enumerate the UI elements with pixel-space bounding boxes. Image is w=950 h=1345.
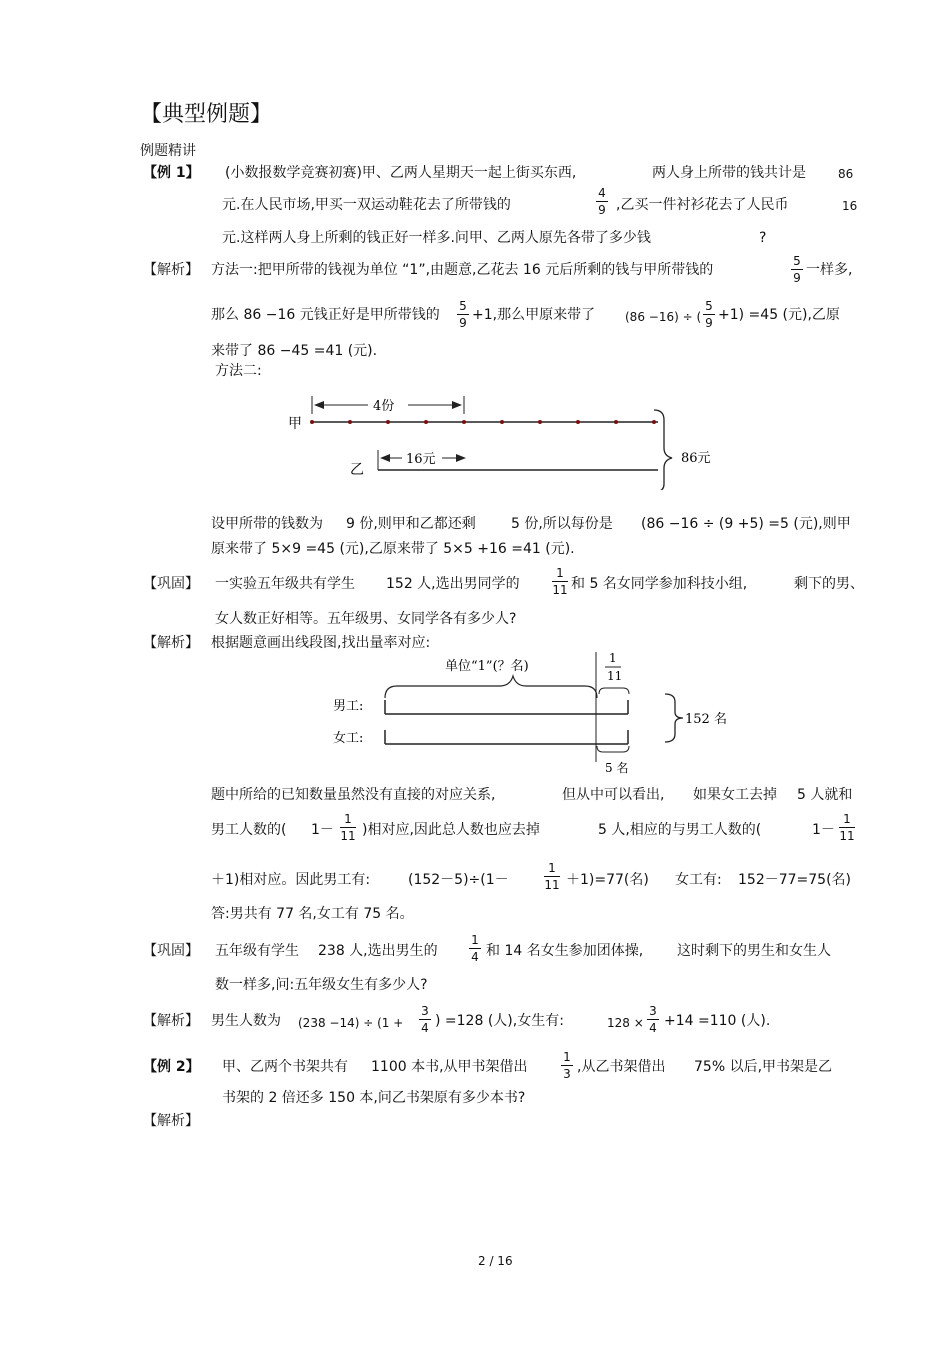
- solution-2-line1: 根据题意画出线段图,找出量率对应:: [211, 635, 431, 651]
- numerator: 3: [649, 1004, 657, 1018]
- fraction: [594, 186, 610, 217]
- denominator: 9: [705, 316, 713, 330]
- denominator: 4: [471, 950, 479, 964]
- solution-3-d: 128 ×: [607, 1016, 644, 1030]
- consolidation-1-line1c: 和 5 名女同学参加科技小组,: [571, 576, 748, 592]
- numerator: 1: [344, 812, 352, 826]
- fraction: [542, 861, 562, 892]
- denominator: 4: [421, 1021, 429, 1035]
- example-2-line1b: 1100 本书,从甲书架借出: [371, 1059, 528, 1075]
- solution-1-line4b: 9 份,则甲和乙都还剩: [346, 516, 476, 532]
- solution-3-e: +14 =110 (人).: [664, 1013, 771, 1029]
- solution-1-line4a: 设甲所带的钱数为: [211, 516, 323, 532]
- fraction: [559, 1050, 575, 1081]
- numerator: 1: [556, 566, 564, 580]
- consolidation-1-line1a: 一实验五年级共有学生: [215, 576, 355, 592]
- solution-1-line5: 原来带了 5×9 =45 (元),乙原来带了 5×5 +16 =41 (元).: [211, 541, 575, 557]
- yi-label: 乙: [350, 462, 364, 478]
- example-1-line1b: 两人身上所带的钱共计是: [652, 165, 806, 181]
- solution-2-line2a: 题中所给的已知数量虽然没有直接的对应关系,: [211, 787, 496, 803]
- solution-1-line3: 来带了 86 −45 =41 (元).: [211, 343, 378, 359]
- solution-1-line2: 那么 86 −16 元钱正好是甲所带钱的: [211, 307, 440, 323]
- five-people-label: 5 名: [605, 761, 629, 775]
- section-heading: 【典型例题】: [140, 102, 273, 127]
- consolidation-2-line1c: 和 14 名女生参加团体操,: [486, 943, 644, 959]
- solution-2-label: 【解析】: [143, 635, 199, 651]
- solution-3-b: (238 −14) ÷ (1 +: [298, 1016, 404, 1030]
- four-parts-label: 4份: [373, 399, 395, 414]
- example-1-amount: 86: [838, 167, 854, 181]
- solution-4-label: 【解析】: [143, 1113, 199, 1129]
- total-86-label: 86元: [681, 451, 711, 466]
- solution-2-line4c: ＋1)=77(名): [566, 872, 649, 888]
- numerator: 5: [793, 254, 801, 268]
- female-worker-label: 女工:: [333, 731, 364, 746]
- solution-1-label: 【解析】: [143, 262, 199, 278]
- numerator: 1: [843, 812, 851, 826]
- example-1-line2: 元.在人民市场,甲买一双运动鞋花去了所带钱的: [222, 197, 511, 213]
- denominator: 11: [340, 829, 356, 843]
- method-two-label: 方法二:: [215, 363, 262, 379]
- consolidation-1-label: 【巩固】: [143, 576, 199, 592]
- example-2-line2: 书架的 2 倍还多 150 本,问乙书架原有多少本书?: [222, 1090, 526, 1106]
- jia-label: 甲: [288, 416, 302, 432]
- sixteen-yuan-label: 16元: [406, 452, 436, 467]
- numerator: 1: [548, 861, 556, 875]
- solution-2-line3b: 1－: [311, 822, 334, 838]
- denominator: 11: [544, 878, 560, 892]
- numerator: 1: [563, 1050, 571, 1064]
- numerator: 3: [421, 1004, 429, 1018]
- numerator: 1: [471, 933, 479, 947]
- solution-2-line2d: 5 人就和: [797, 787, 853, 803]
- solution-3-a: 男生人数为: [211, 1013, 281, 1029]
- example-1-line1: (小数报数学竞赛初赛)甲、乙两人星期天一起上街买东西,: [225, 165, 577, 181]
- solution-2-line3e: 1－: [812, 822, 835, 838]
- fraction: [338, 812, 358, 843]
- denominator: 11: [552, 583, 568, 597]
- numerator: 5: [459, 299, 467, 313]
- solution-2-line4a: ＋1)相对应。因此男工有:: [211, 872, 371, 888]
- denominator: 9: [459, 316, 467, 330]
- male-worker-label: 男工:: [333, 699, 364, 714]
- example-2-line1a: 甲、乙两个书架共有: [222, 1059, 348, 1075]
- solution-2-line4b: (152－5)÷(1－: [408, 872, 509, 888]
- solution-2-line2b: 但从中可以看出,: [562, 787, 665, 803]
- frac-numerator-label: 1: [609, 651, 617, 665]
- solution-3-c: ) =128 (人),女生有:: [435, 1013, 564, 1029]
- solution-3-label: 【解析】: [143, 1013, 199, 1029]
- solution-1-line1: 方法一:把甲所带的钱视为单位 “1”,由题意,乙花去 16 元后所剩的钱与甲所带钱的: [211, 262, 714, 278]
- solution-2-answer: 答:男共有 77 名,女工有 75 名。: [211, 906, 414, 922]
- unit-one-label: 单位“1”(？名): [445, 659, 529, 674]
- example-2-line1c: ,从乙书架借出: [577, 1059, 666, 1075]
- consolidation-1-line1b: 152 人,选出男同学的: [386, 576, 520, 592]
- consolidation-1-line2: 女人数正好相等。五年级男、女同学各有多少人?: [215, 611, 517, 627]
- example-1-label: 【例 1】: [143, 165, 200, 181]
- solution-1-line4d: (86 −16 ÷ (9 +5) =5 (元),则甲: [641, 516, 851, 532]
- solution-2-line3a: 男工人数的(: [211, 822, 287, 838]
- fraction: [467, 933, 483, 964]
- solution-1-line2b: +1,那么甲原来带了: [472, 307, 596, 323]
- fraction: [837, 812, 857, 843]
- line-segment-diagram-2: [325, 650, 745, 778]
- solution-1-line4c: 5 份,所以每份是: [511, 516, 613, 532]
- consolidation-2-line2: 数一样多,问:五年级女生有多少人?: [215, 977, 428, 993]
- numerator: 5: [705, 299, 713, 313]
- solution-2-line4e: 152－77=75(名): [738, 872, 852, 888]
- consolidation-2-line1d: 这时剩下的男生和女生人: [677, 943, 831, 959]
- consolidation-1-line1d: 剩下的男、: [794, 576, 864, 592]
- solution-1-line1b: 一样多,: [806, 262, 853, 278]
- example-2-line1d: 75% 以后,甲书架是乙: [694, 1059, 833, 1075]
- solution-2-line3c: )相对应,因此总人数也应去掉: [362, 822, 540, 838]
- denominator: 9: [793, 271, 801, 285]
- fraction: [645, 1004, 661, 1035]
- total-152-label: 152 名: [685, 712, 727, 727]
- line-segment-diagram-1: [280, 390, 720, 490]
- fraction: [417, 1004, 433, 1035]
- fraction: [455, 299, 471, 330]
- example-1-amount-16: 16: [842, 199, 858, 213]
- consolidation-2-label: 【巩固】: [143, 943, 199, 959]
- denominator: 3: [563, 1067, 571, 1081]
- denominator: 9: [598, 203, 606, 217]
- fraction: [701, 299, 717, 330]
- solution-1-line2d: +1) =45 (元),乙原: [718, 307, 840, 323]
- subheading: 例题精讲: [140, 143, 196, 159]
- fraction: [550, 566, 570, 597]
- example-1-line2b: ,乙买一件衬衫花去了人民币: [616, 197, 789, 213]
- example-1-question-mark: ?: [759, 230, 767, 246]
- page-number: 2 / 16: [478, 1254, 513, 1268]
- solution-2-line3d: 5 人,相应的与男工人数的(: [598, 822, 762, 838]
- fraction: [789, 254, 805, 285]
- denominator: 11: [839, 829, 855, 843]
- example-1-line3: 元.这样两人身上所剩的钱正好一样多.问甲、乙两人原先各带了多少钱: [222, 230, 651, 246]
- frac-denominator-label: 11: [607, 669, 623, 683]
- solution-2-line2c: 如果女工去掉: [693, 787, 777, 803]
- consolidation-2-line1a: 五年级有学生: [215, 943, 299, 959]
- denominator: 4: [649, 1021, 657, 1035]
- example-2-label: 【例 2】: [143, 1059, 200, 1075]
- solution-1-line2c: (86 −16) ÷ (: [625, 310, 702, 324]
- consolidation-2-line1b: 238 人,选出男生的: [318, 943, 438, 959]
- numerator: 4: [598, 186, 606, 200]
- solution-2-line4d: 女工有:: [675, 872, 722, 888]
